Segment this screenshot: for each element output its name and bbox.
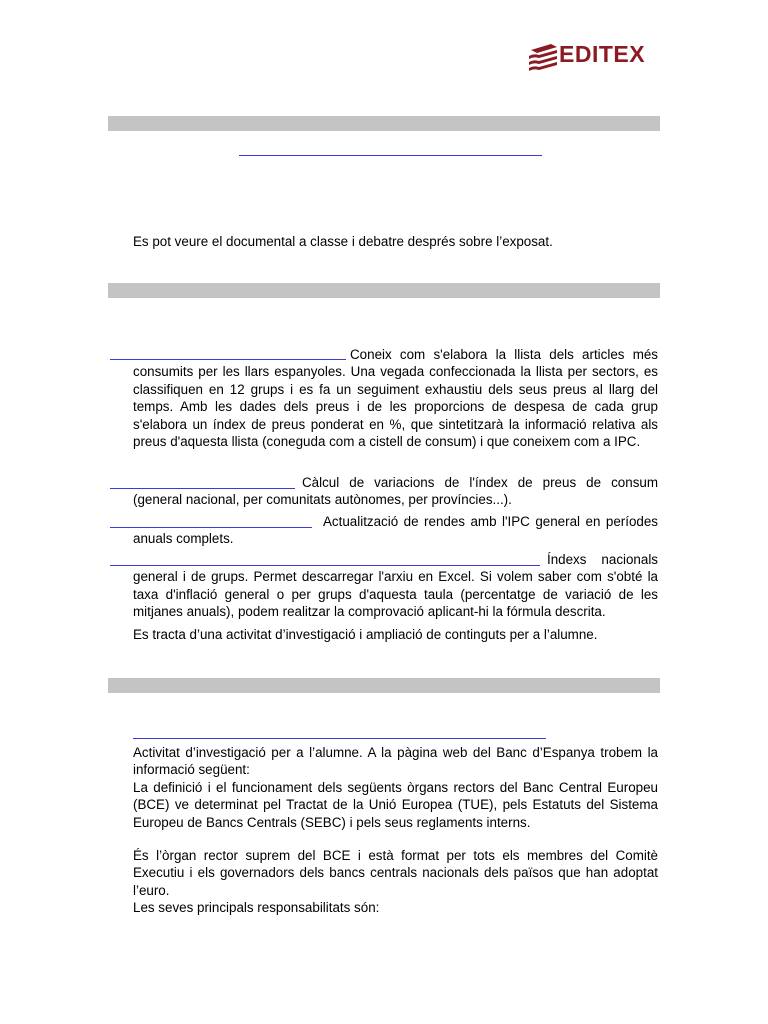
paragraph: Es pot veure el documental a classe i debatre després sobre l’exposat. bbox=[133, 234, 553, 249]
paragraph: La definició i el funcionament dels següents òrgans rectors del Banc Central Europeu (BCE) ve determinat pel Tractat de la Unió Europea (TUE), pels Estatuts del Sistema Europeu de Bancs Centrals (SEBC) i pels seus reglaments interns. bbox=[133, 780, 658, 830]
paragraph: Les seves principals responsabilitats són: bbox=[133, 900, 380, 915]
paragraph: Activitat d’investigació per a l’alumne. A la pàgina web del Banc d’Espanya trobem la informació següent: bbox=[133, 745, 658, 778]
book-stack-icon bbox=[527, 42, 559, 72]
paragraph: És l’òrgan rector suprem del BCE i està format per tots els membres del Comitè Executiu i els governadors dels bancs centrals nacionals dels països que han adoptat l’euro. bbox=[133, 848, 658, 898]
paragraph: Coneix com s'elabora la llista dels articles més consumits per les llars espanyoles. Una vegada confeccionada la llista per sectors, es classifiquen en 12 grups i es fa un seguiment exhaustiu dels seus preus al llarg del temps. Amb les dades dels preus i de les proporcions de despesa de cada grup s'elabora un índex de preus ponderat en %, que sintetitzarà la informació relativa als preus d'aquesta llista (coneguda com a cistell de consum) i que coneixem com a IPC. bbox=[133, 347, 658, 450]
paragraph: Actualització de rendes amb l'IPC general en períodes anuals complets. bbox=[133, 514, 658, 547]
section-header-bar bbox=[108, 283, 660, 298]
paragraph: Es tracta d’una activitat d’investigació i ampliació de continguts per a l’alumne. bbox=[133, 627, 598, 642]
hyperlink-underline[interactable] bbox=[239, 155, 542, 156]
logo-text: EDITEX bbox=[559, 41, 646, 67]
hyperlink-underline[interactable] bbox=[133, 738, 546, 739]
section-header-bar bbox=[108, 116, 660, 131]
paragraph: Càlcul de variacions de l'índex de preus de consum (general nacional, per comunitats autònomes, per províncies...). bbox=[133, 475, 658, 508]
editex-logo bbox=[527, 40, 657, 72]
section-header-bar bbox=[108, 678, 660, 693]
paragraph: Índexs nacionals general i de grups. Permet descarregar l'arxiu en Excel. Si volem saber com s'obté la taxa d'inflació general o per grups d'aquesta taula (percentatge de variació de les mitjanes anuals), podem realitzar la comprovació aplicant-hi la fórmula descrita. bbox=[133, 552, 658, 620]
